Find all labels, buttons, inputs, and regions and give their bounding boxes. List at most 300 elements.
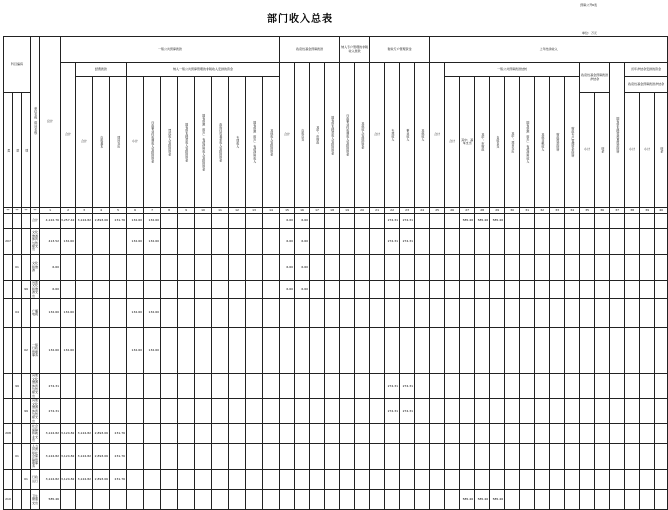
table-cell [263,328,280,374]
table-cell [640,255,655,281]
table-cell [370,470,385,490]
amount-cell: 585.46 [490,490,505,510]
table-cell [263,444,280,470]
table-cell [195,281,212,299]
table-cell [565,470,580,490]
table-cell [370,399,385,424]
column-index-cell: 5 [110,208,127,214]
amount-cell [144,281,161,299]
column-index-cell: 19 [340,208,355,214]
grant-project-header: 项目支出 [110,77,127,208]
table-cell [195,444,212,470]
table-cell [246,229,263,255]
amount-cell [400,424,415,444]
amount-cell: 6.60 [280,214,295,229]
table-cell [229,214,246,229]
amount-cell [93,229,110,255]
column-index-cell: 15 [280,208,295,214]
table-cell [229,399,246,424]
table-cell [580,424,595,444]
amount-cell [110,255,127,281]
table-cell [263,399,280,424]
row-code-cell [13,399,22,424]
column-index-cell: 7 [144,208,161,214]
gov-fund-cat-d-header: 国有资本经营收入安排的资金 [325,63,340,208]
column-index-cell: 35 [580,208,595,214]
amount-cell [280,374,295,399]
amount-cell: 274.31 [385,229,400,255]
table-cell [161,490,178,510]
row-name-cell: 其他文化旅游体育与传媒支出 [32,373,39,398]
amount-cell [460,470,475,490]
table-cell [263,255,280,281]
subject-code-header: 科目编码 [4,37,31,93]
carry-cat-a-header: 其中：市财政 [475,77,490,208]
column-index-cell: 34 [565,208,580,214]
table-cell [625,490,640,510]
table-row [4,281,668,299]
table-cell [178,255,195,281]
table-cell [505,328,520,374]
table-cell [246,328,263,374]
table-cell [263,374,280,399]
table-cell [595,299,610,328]
amount-cell [490,299,505,328]
table-cell [370,424,385,444]
amount-cell [400,281,415,299]
table-row [4,299,668,328]
income-summary-table [3,36,668,510]
amount-cell [460,424,475,444]
table-cell [565,214,580,229]
table-cell [212,374,229,399]
table-cell [246,490,263,510]
gen-budget-carry-header: 一般公共预算拨款结转 [445,63,580,77]
row-code-cell [4,470,13,490]
table-cell [610,490,625,510]
form-tag: 预算公开6表 [580,3,597,7]
row-name-cell: 合计 [31,214,40,229]
table-cell [580,281,595,299]
grant-basic-header: 自收基本 [93,77,110,208]
table-cell [161,229,178,255]
amount-cell: 132.60 [40,299,61,328]
row-code-cell [13,470,22,490]
row-code-cell: 04 [13,299,22,328]
row-code-cell: 210 [4,490,13,510]
table-cell [565,229,580,255]
table-cell [655,444,668,470]
table-cell [415,328,430,374]
table-cell [415,281,430,299]
column-index-cell: 40 [655,208,668,214]
amount-cell [110,299,127,328]
column-index-cell: 18 [325,208,340,214]
amount-cell [280,470,295,490]
table-cell [229,299,246,328]
amount-cell [460,281,475,299]
table-cell [415,374,430,399]
table-cell [415,299,430,328]
table-cell [610,424,625,444]
gov-fund-header: 政府性基金预算拨款 [280,37,340,63]
table-cell [565,328,580,374]
amount-cell [93,299,110,328]
general-budget-header: 一般公共预算拨款 [61,37,280,63]
table-cell [535,424,550,444]
amount-cell [110,229,127,255]
table-cell [580,399,595,424]
fin-special-cat-h-header: 专项收入 [385,63,400,208]
table-cell [355,444,370,470]
amount-cell [280,444,295,470]
table-cell [325,470,340,490]
amount-cell: 132.60 [144,214,161,229]
table-cell [610,281,625,299]
nontax-cat-f-header: 政府住房基金收入安排的资金 [212,77,229,208]
surplus-fund-sub-header: 小计 [625,93,640,208]
table-cell [212,399,229,424]
table-cell [505,374,520,399]
table-cell [370,214,385,229]
table-cell [370,229,385,255]
amount-cell [127,255,144,281]
row-code-cell [4,299,13,328]
table-cell [161,214,178,229]
table-cell [325,424,340,444]
amount-cell [280,424,295,444]
surplus-fund-sub2-header: 小计 [640,93,655,208]
amount-cell: 3,124.82 [40,444,61,470]
table-cell [246,470,263,490]
nontax-cat-i-header: 国有资源（资产）有偿使用收入 [246,77,263,208]
table-cell [340,374,355,399]
row-code-cell [4,328,13,374]
table-cell [310,399,325,424]
page-title: 部门收入总表 [267,14,333,25]
amount-cell: 413.52 [40,229,61,255]
amount-cell [110,490,127,510]
table-cell [325,299,340,328]
nontax-in-budget-header: 纳入一般公共预算管理的非税收入安排的资金 [127,63,280,77]
table-row [4,490,668,510]
table-cell [580,214,595,229]
amount-cell: 4,122.76 [40,214,61,229]
amount-cell [280,399,295,424]
amount-cell [400,444,415,470]
amount-cell: 6.60 [295,214,310,229]
amount-cell [280,328,295,374]
amount-cell: 2,893.06 [93,470,110,490]
table-cell [655,470,668,490]
table-cell [195,255,212,281]
table-row [4,214,668,229]
amount-cell: 274.31 [385,214,400,229]
nontax-cat-h-header: 专项收入 [229,77,246,208]
nontax-subtotal-header: 小计 [127,77,144,208]
amount-cell: 6.60 [280,281,295,299]
table-row [4,399,668,424]
table-cell [212,229,229,255]
table-cell [625,374,640,399]
table-cell [595,374,610,399]
table-cell [445,328,460,374]
amount-cell: 585.46 [40,490,61,510]
table-cell [370,374,385,399]
amount-cell: 3,124.82 [76,444,93,470]
table-cell [655,374,668,399]
row-code-cell [22,299,31,328]
table-cell [355,281,370,299]
row-code-cell [22,374,31,399]
amount-cell: 585.46 [460,214,475,229]
column-index-cell: 27 [460,208,475,214]
table-cell [229,374,246,399]
table-cell [505,214,520,229]
table-cell [325,229,340,255]
table-cell [580,444,595,470]
amount-cell [295,470,310,490]
table-cell [445,444,460,470]
table-cell [550,255,565,281]
table-cell [430,470,445,490]
table-cell [610,374,625,399]
table-cell [340,281,355,299]
row-code-cell: 02 [22,328,31,374]
table-cell [445,424,460,444]
row-code-cell [4,374,13,399]
amount-cell [93,281,110,299]
amount-cell [144,470,161,490]
row-code-cell [4,281,13,299]
table-cell [520,444,535,470]
table-cell [535,281,550,299]
table-cell [355,399,370,424]
amount-cell [127,281,144,299]
table-cell [535,399,550,424]
table-cell [195,229,212,255]
table-cell [595,281,610,299]
row-code-cell [22,229,31,255]
row-code-cell: 208 [4,424,13,444]
table-cell [229,470,246,490]
column-index-cell: 22 [385,208,400,214]
table-cell [325,255,340,281]
table-row [4,328,668,374]
amount-cell [93,374,110,399]
row-code-cell [13,214,22,229]
amount-cell [76,255,93,281]
table-cell [370,490,385,510]
table-cell [640,399,655,424]
amount-cell [460,299,475,328]
amount-cell [76,374,93,399]
amount-cell [475,374,490,399]
amount-cell [400,490,415,510]
table-cell [565,424,580,444]
amount-cell: 3,124.82 [40,424,61,444]
table-cell [355,255,370,281]
table-cell [520,229,535,255]
column-index-cell: 2 [61,208,76,214]
table-cell [565,281,580,299]
table-cell [161,470,178,490]
table-cell [550,399,565,424]
item-header: 款 [13,93,22,208]
header-row-2 [4,63,668,77]
table-cell [610,399,625,424]
row-code-cell [22,214,31,229]
amount-cell [475,229,490,255]
amount-cell: 132.60 [61,229,76,255]
gov-fund-cat-a-header: 其中：市财政 [310,63,325,208]
table-cell [535,255,550,281]
carry-subtotal-header: 合计 [445,77,460,208]
table-cell [505,444,520,470]
amount-cell [76,490,93,510]
table-cell [340,399,355,424]
amount-cell [144,255,161,281]
amount-cell [76,328,93,374]
table-cell [580,255,595,281]
nontax-cat-g-header: 其他收入安排的资金 [263,77,280,208]
table-cell [229,229,246,255]
fin-special-cat-k-header: 事业收入 [400,63,415,208]
table-cell [640,281,655,299]
table-cell [505,470,520,490]
table-cell [625,444,640,470]
amount-cell [76,299,93,328]
row-code-cell: 01 [22,470,31,490]
column-index-cell: 29 [490,208,505,214]
fin-special-cat-o-header: 其他收入 [415,63,430,208]
table-cell [370,328,385,374]
table-cell [178,281,195,299]
amount-cell [475,255,490,281]
amount-cell [127,424,144,444]
prev-year-header: 上年结余收入 [430,37,668,63]
table-cell [212,424,229,444]
table-cell [565,490,580,510]
column-index-cell: 38 [625,208,640,214]
amount-cell [144,490,161,510]
fin-special-subtotal-header: 合计 [370,63,385,208]
amount-cell [460,444,475,470]
column-index-cell: 24 [415,208,430,214]
table-cell [310,424,325,444]
amount-cell [295,328,310,374]
table-cell [445,374,460,399]
amount-cell: 132.60 [61,328,76,374]
table-cell [550,214,565,229]
amount-cell [295,444,310,470]
table-cell [610,229,625,255]
table-cell [625,214,640,229]
table-cell [550,490,565,510]
table-cell [550,281,565,299]
table-cell [430,328,445,374]
table-cell [520,470,535,490]
amount-cell [385,299,400,328]
table-cell [505,424,520,444]
prev-year-subtotal-header: 合计 [430,63,445,208]
table-cell [340,444,355,470]
table-cell [355,328,370,374]
table-cell [505,229,520,255]
amount-cell [400,328,415,374]
amount-cell: 3,124.82 [61,424,76,444]
table-cell [310,299,325,328]
amount-cell: 231.76 [110,470,127,490]
table-cell [195,490,212,510]
column-index-cell: 37 [610,208,625,214]
kind-header: 类 [4,93,13,208]
table-cell [310,214,325,229]
table-cell [178,444,195,470]
row-code-cell: 99 [13,374,22,399]
column-index-cell: 8 [161,208,178,214]
amount-cell: 2,893.06 [93,444,110,470]
table-cell [445,399,460,424]
amount-cell [110,328,127,374]
amount-cell: 274.31 [40,374,61,399]
column-index-cell: ** [31,208,40,214]
amount-cell: 132.60 [144,328,161,374]
amount-cell: 274.31 [40,399,61,424]
table-cell [178,470,195,490]
amount-cell [490,229,505,255]
amount-cell: 274.31 [400,229,415,255]
table-cell [445,214,460,229]
table-cell [580,299,595,328]
table-cell [550,424,565,444]
table-cell [550,374,565,399]
amount-cell [295,490,310,510]
row-code-cell: 99 [22,281,31,299]
table-cell [430,299,445,328]
table-cell [263,490,280,510]
table-cell [415,255,430,281]
amount-cell [490,255,505,281]
table-cell [610,255,625,281]
dept-name-header: 单位名称（科目名称） [31,37,40,208]
table-cell [535,299,550,328]
table-cell [625,424,640,444]
table-cell [595,255,610,281]
carry-cat-i-header: 国有资源（资产）有偿使用收入 [520,77,535,208]
table-cell [430,229,445,255]
amount-cell [460,374,475,399]
amount-cell [93,490,110,510]
table-cell [565,255,580,281]
table-cell [415,424,430,444]
amount-cell: 132.60 [61,299,76,328]
amount-cell [460,399,475,424]
table-cell [340,214,355,229]
table-cell [655,299,668,328]
table-cell [370,444,385,470]
table-cell [655,255,668,281]
table-cell [550,229,565,255]
table-cell [610,470,625,490]
amount-cell [475,424,490,444]
table-cell [195,399,212,424]
table-cell [178,299,195,328]
table-cell [505,299,520,328]
table-cell [655,328,668,374]
amount-cell: 2,893.06 [93,214,110,229]
table-cell [325,281,340,299]
